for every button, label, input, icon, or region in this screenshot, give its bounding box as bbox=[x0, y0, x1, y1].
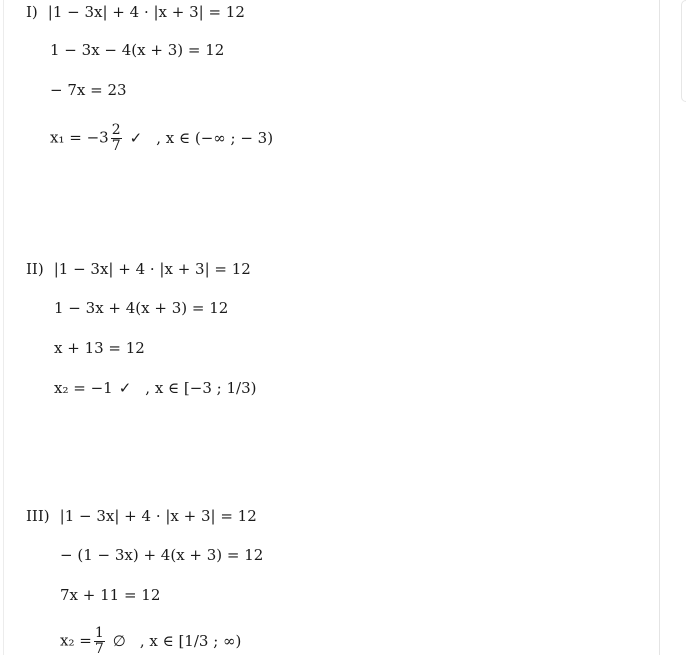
case3-step2: 7x + 11 = 12 bbox=[60, 586, 161, 604]
case1-fraction bbox=[111, 123, 122, 154]
case1-domain: , x ∈ (−∞ ; − 3) bbox=[156, 128, 274, 147]
case1-solution bbox=[50, 123, 273, 154]
case3-equation: |1 − 3x| + 4 · |x + 3| = 12 bbox=[59, 507, 257, 525]
case3-empty-set-icon: ∅ bbox=[112, 631, 126, 650]
case2-domain: , x ∈ [−3 ; 1/3) bbox=[145, 379, 257, 397]
case3-step1: − (1 − 3x) + 4(x + 3) = 12 bbox=[60, 546, 264, 564]
case2-step1: 1 − 3x + 4(x + 3) = 12 bbox=[54, 299, 229, 317]
case3-label: III) bbox=[26, 507, 50, 525]
case3-fraction-denominator: 7 bbox=[94, 641, 104, 655]
case2-solution bbox=[54, 378, 256, 398]
case3-equation-line bbox=[26, 506, 257, 526]
case1-fraction-denominator: 7 bbox=[111, 138, 121, 154]
case1-check-icon: ✓ bbox=[129, 128, 143, 147]
case3-solution bbox=[60, 626, 241, 655]
case2-equation: |1 − 3x| + 4 · |x + 3| = 12 bbox=[53, 260, 251, 278]
case1-fraction-numerator: 2 bbox=[111, 122, 121, 138]
case1-step1: 1 − 3x − 4(x + 3) = 12 bbox=[50, 41, 225, 59]
case3-fraction bbox=[94, 626, 105, 655]
side-card-edge bbox=[681, 0, 686, 102]
case2-check-icon: ✓ bbox=[118, 379, 132, 397]
case2-label: II) bbox=[26, 260, 44, 278]
left-divider bbox=[3, 0, 4, 655]
case1-equation: |1 − 3x| + 4 · |x + 3| = 12 bbox=[47, 3, 245, 21]
case1-step2: − 7x = 23 bbox=[50, 81, 127, 99]
case3-solution-lhs: x₂ = bbox=[60, 631, 92, 650]
case2-equation-line bbox=[26, 259, 251, 279]
right-divider bbox=[659, 0, 660, 655]
case1-label: I) bbox=[26, 3, 38, 21]
case2-step2: x + 13 = 12 bbox=[54, 339, 145, 357]
case3-domain: , x ∈ [1/3 ; ∞) bbox=[139, 631, 242, 650]
case1-solution-lhs: x₁ = −3 bbox=[50, 128, 109, 147]
case2-solution-lhs: x₂ = −1 bbox=[54, 379, 113, 397]
case3-fraction-numerator: 1 bbox=[94, 625, 104, 641]
case1-equation-line bbox=[26, 2, 245, 22]
